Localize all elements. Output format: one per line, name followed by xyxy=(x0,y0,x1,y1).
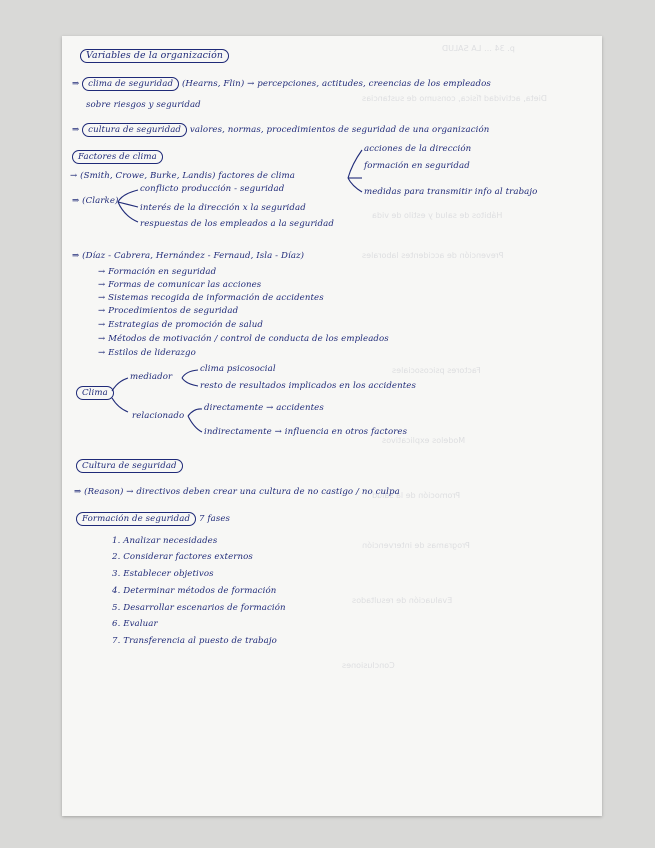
cultura-reason: ⇒ (Reason) → directivos deben crear una cultura de no castigo / no culpa xyxy=(74,487,400,497)
cultura-def-text: valores, normas, procedimientos de seguridad de una organización xyxy=(189,125,490,135)
cultura-def-line xyxy=(72,123,489,137)
clima-seguridad-box: clima de seguridad xyxy=(82,77,179,91)
factores-clima-box: Factores de clima xyxy=(72,150,163,164)
clarke-item: respuestas de los empleados a la seguridad xyxy=(140,219,334,229)
relacionado-item: indirectamente → influencia en otros factores xyxy=(204,427,408,437)
clarke-item: interés de la dirección x la seguridad xyxy=(140,203,306,213)
clima-definition-cont: sobre riesgos y seguridad xyxy=(86,100,201,110)
phase-item: 1. Analizar necesidades xyxy=(112,536,218,546)
mediador-label: mediador xyxy=(130,372,173,382)
show-through-line: p. 34 … LA SALUD xyxy=(442,44,515,53)
clima-tree-box: Clima xyxy=(76,386,114,400)
relacionado-item: directamente → accidentes xyxy=(204,403,324,413)
mediador-item: clima psicosocial xyxy=(200,364,276,374)
factores-authors: → (Smith, Crowe, Burke, Landis) factores de clima xyxy=(70,171,295,181)
factores-clima-heading xyxy=(72,150,163,164)
clima-definition: → percepciones, actitudes, creencias de los empleados xyxy=(247,79,491,89)
show-through-line: Prevención de accidentes laborales xyxy=(362,251,504,260)
phase-item: 5. Desarrollar escenarios de formación xyxy=(112,603,286,613)
show-through-line: Factores psicosociales xyxy=(392,366,481,375)
phase-item: 6. Evaluar xyxy=(112,619,158,629)
show-through-line: Programas de intervención xyxy=(362,541,470,550)
formacion-box: Formación de seguridad xyxy=(76,512,196,526)
page-heading xyxy=(80,49,229,63)
clima-authors: (Hearns, Flin) xyxy=(181,79,245,89)
double-arrow-icon: ⇒ xyxy=(72,79,80,89)
show-through-line: Modelos explicativos xyxy=(382,436,466,445)
cultura-def-box: cultura de seguridad xyxy=(82,123,187,137)
show-through-line: Evaluación de resultados xyxy=(352,596,453,605)
show-through-line: Conclusiones xyxy=(342,661,395,670)
clarke-label: ⇒ (Clarke) xyxy=(72,196,119,206)
diaz-authors: ⇒ (Díaz - Cabrera, Hernández - Fernaud, Isla - Díaz) xyxy=(72,251,305,261)
cultura-box: Cultura de seguridad xyxy=(76,459,183,473)
phase-item: 7. Transferencia al puesto de trabajo xyxy=(112,636,277,646)
factor-item: acciones de la dirección xyxy=(364,144,472,154)
formacion-heading xyxy=(76,512,230,526)
double-arrow-icon: ⇒ xyxy=(72,125,80,135)
phase-item: 3. Establecer objetivos xyxy=(112,569,214,579)
formacion-suffix: 7 fases xyxy=(198,514,231,524)
show-through-line: Hábitos de salud y estilo de vida xyxy=(372,211,503,220)
diaz-item: → Formas de comunicar las acciones xyxy=(98,280,262,290)
phase-item: 2. Considerar factores externos xyxy=(112,552,253,562)
factor-item: medidas para transmitir info al trabajo xyxy=(364,187,538,197)
cultura-heading xyxy=(76,459,183,473)
diaz-item: → Métodos de motivación / control de conducta de los empleados xyxy=(98,334,389,344)
clarke-item: conflicto producción - seguridad xyxy=(140,184,285,194)
diaz-item: → Sistemas recogida de información de accidentes xyxy=(98,293,324,303)
mediador-item: resto de resultados implicados en los accidentes xyxy=(200,381,416,391)
clima-seguridad-line xyxy=(72,77,491,91)
clima-tree-root xyxy=(76,386,114,400)
show-through-line: Dieta, actividad física, consumo de sustancias xyxy=(362,94,548,103)
diaz-item: → Estrategias de promoción de salud xyxy=(98,320,263,330)
factor-item: formación en seguridad xyxy=(364,161,470,171)
phase-item: 4. Determinar métodos de formación xyxy=(112,586,277,596)
diaz-item: → Formación en seguridad xyxy=(98,267,217,277)
diaz-item: → Estilos de liderazgo xyxy=(98,348,196,358)
diaz-item: → Procedimientos de seguridad xyxy=(98,306,239,316)
show-through-line: Promoción de la salud xyxy=(372,491,461,500)
relacionado-label: relacionado xyxy=(132,411,185,421)
heading-box: Variables de la organización xyxy=(80,49,229,63)
notebook-page xyxy=(62,36,602,816)
